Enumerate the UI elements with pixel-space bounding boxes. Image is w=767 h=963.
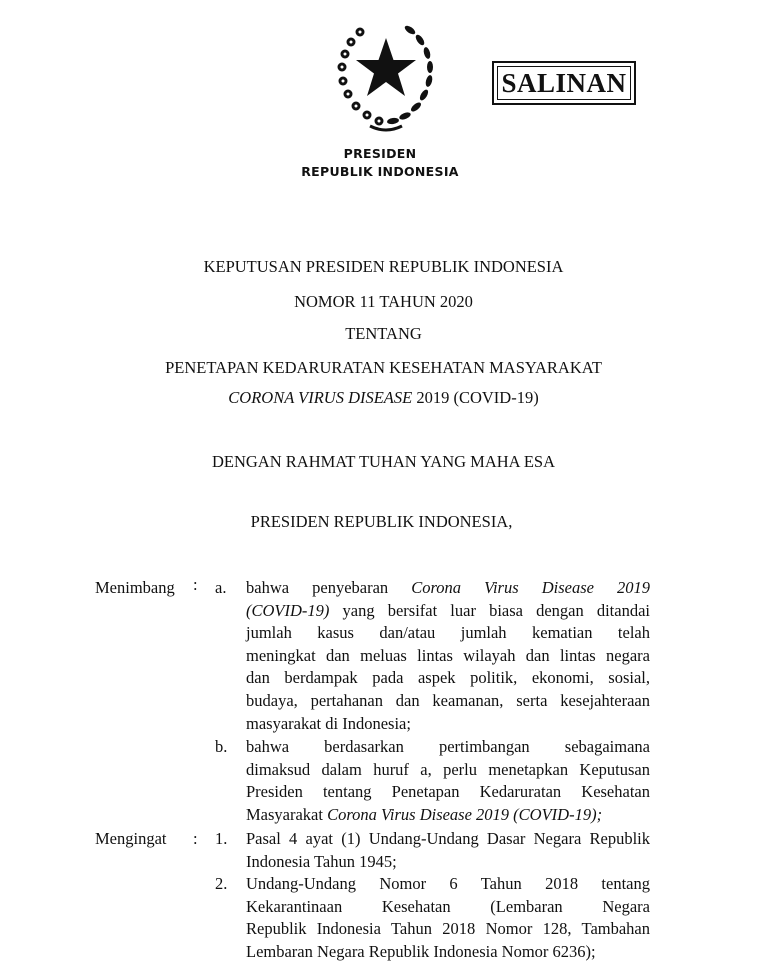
text-span: yang bersifat luar biasa dengan ditandai [329, 600, 650, 620]
salinan-stamp [492, 61, 636, 105]
text-line: meningkat dan meluas lintas wilayah dan lintas negara [246, 645, 650, 665]
text-line: Indonesia Tahun 1945; [246, 851, 397, 871]
presiden-line: PRESIDEN REPUBLIK INDONESIA, [250, 512, 513, 531]
text-line: Presiden tentang Penetapan Kedaruratan Kesehatan [246, 782, 650, 802]
text-line: Pasal 4 ayat (1) Undang-Undang Dasar Negara Republik [246, 829, 650, 848]
italic-span: Corona Virus Disease 2019 [411, 578, 650, 597]
menimbang-colon: : [193, 575, 198, 594]
text-line: Republik Indonesia Tahun 2018 Nomor 128, Tambahan [246, 919, 650, 939]
text-line [246, 804, 650, 827]
mengingat-label: Mengingat [95, 829, 167, 848]
text-line: dan berdampak pada aspek politik, ekonomi, sosial, [246, 668, 650, 688]
seal-title-republik: REPUBLIK INDONESIA [301, 164, 459, 179]
menimbang-b-text [246, 736, 650, 826]
text-span: bahwa penyebaran [246, 578, 412, 597]
text-line: Lembaran Negara Republik Indonesia Nomor 6236); [246, 941, 596, 961]
text-line: Undang-Undang Nomor 6 Tahun 2018 tentang [246, 874, 650, 893]
text-line: Kekarantinaan Kesehatan (Lembaran Negara [246, 896, 650, 916]
menimbang-a-marker: a. [215, 578, 227, 597]
italic-span: (COVID-19) [246, 600, 330, 620]
salinan-stamp-text: SALINAN [501, 67, 627, 98]
text-line [246, 600, 650, 623]
italic-span: Corona Virus Disease 2019 (COVID-19); [327, 804, 603, 824]
text-line: jumlah kasus dan/atau jumlah kematian telah [246, 623, 650, 643]
text-span: Masyarakat [246, 804, 328, 824]
menimbang-a-text [246, 577, 650, 735]
text-line: bahwa berdasarkan pertimbangan sebagaimana [246, 737, 650, 756]
decree-subject-covid-rest: 2019 (COVID-19) [412, 388, 539, 407]
menimbang-b-marker: b. [215, 737, 228, 756]
decree-tentang: TENTANG [345, 324, 422, 343]
decree-subject: PENETAPAN KEDARURATAN KESEHATAN MASYARAKAT [165, 358, 602, 377]
mengingat-2-marker: 2. [215, 874, 228, 893]
mengingat-colon: : [193, 829, 198, 848]
garuda-emblem-icon [330, 8, 442, 140]
seal-title-presiden: PRESIDEN [343, 146, 417, 161]
text-line: masyarakat di Indonesia; [246, 713, 411, 733]
mengingat-1-marker: 1. [215, 829, 228, 848]
rahmat-line: DENGAN RAHMAT TUHAN YANG MAHA ESA [211, 452, 555, 471]
text-line: budaya, pertahanan dan keamanan, serta kesejahteraan [246, 690, 650, 710]
mengingat-1-text [246, 828, 650, 873]
decree-number: NOMOR 11 TAHUN 2020 [294, 292, 473, 311]
text-line: dimaksud dalam huruf a, perlu menetapkan Keputusan [246, 759, 650, 779]
mengingat-2-text [246, 873, 650, 963]
text-line [246, 577, 650, 600]
menimbang-label: Menimbang [95, 578, 175, 597]
decree-title: KEPUTUSAN PRESIDEN REPUBLIK INDONESIA [203, 257, 564, 276]
decree-subject-covid-italic: CORONA VIRUS DISEASE [228, 388, 413, 407]
decree-subject-covid [0, 388, 767, 408]
